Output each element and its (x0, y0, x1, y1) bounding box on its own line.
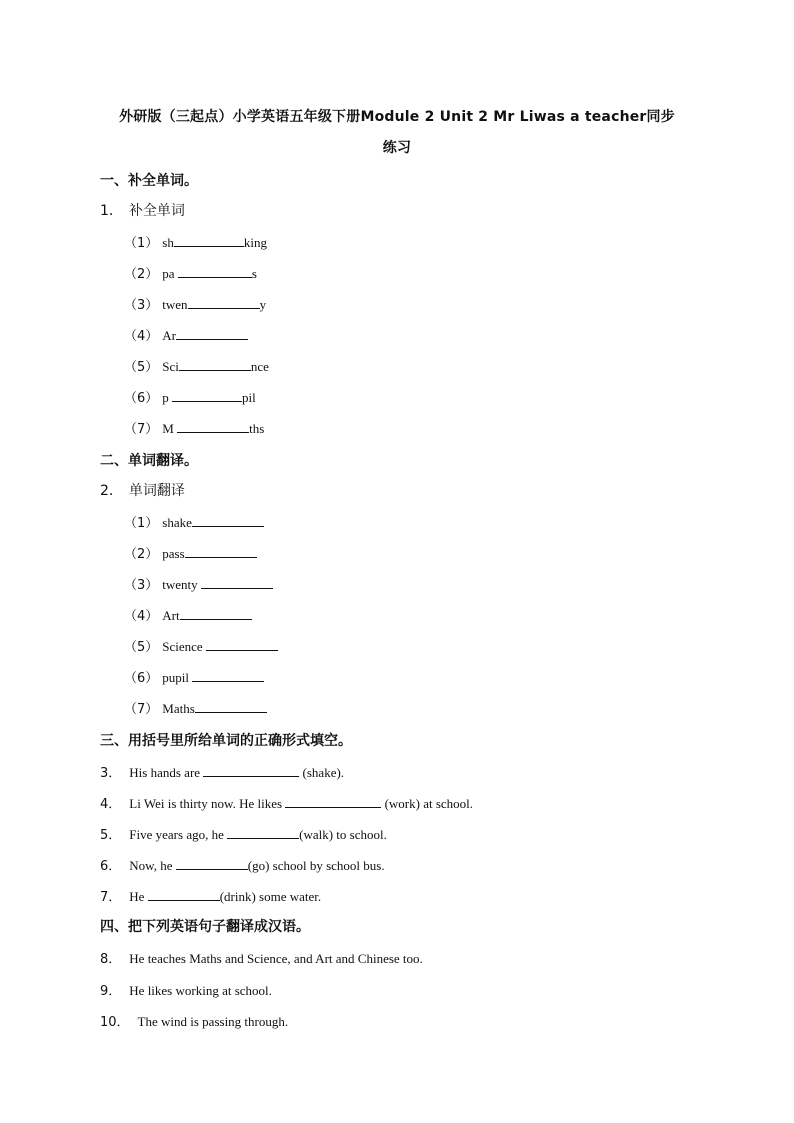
section-heading-3: 三、用括号里所给单词的正确形式填空。 (100, 733, 352, 749)
q1-item-5: （5） Sci nce (124, 359, 269, 375)
page-title-line2: 练习 (382, 140, 412, 156)
question-number: 2． (100, 483, 123, 499)
question-2-heading (100, 480, 185, 500)
q2-item-2: （2） pass (124, 543, 257, 562)
q1-item-6: （6） p pil (124, 390, 256, 406)
q1-item-4: （4） Ar (124, 325, 248, 344)
q2-item-7: （7） Maths (124, 698, 267, 717)
answer-blank[interactable] (203, 764, 299, 777)
fill-question-3: 3． His hands are (shake). (100, 765, 345, 781)
answer-blank[interactable] (201, 576, 273, 589)
question-label: 单词翻译 (128, 483, 185, 499)
q1-item-2: （2） pa s (124, 266, 257, 282)
section-heading-4: 四、把下列英语句子翻译成汉语。 (100, 919, 310, 935)
answer-blank[interactable] (148, 888, 220, 901)
q2-item-1: （1） shake (124, 512, 264, 531)
question-label: 补全单词 (128, 203, 185, 219)
answer-blank[interactable] (178, 265, 252, 278)
answer-blank[interactable] (185, 545, 257, 558)
answer-blank[interactable] (206, 638, 278, 651)
q2-item-3: （3） twenty (124, 574, 273, 593)
answer-blank[interactable] (176, 857, 248, 870)
section-heading-2: 二、单词翻译。 (100, 453, 198, 469)
translate-question-9: 9． He likes working at school. (100, 983, 272, 999)
fill-question-6: 6． Now, he (go) school by school bus. (100, 858, 385, 874)
q1-item-1: （1） sh king (124, 235, 267, 251)
page-title-line1: 外研版（三起点）小学英语五年级下册Module 2 Unit 2 Mr Liwas a teacher同步 (119, 109, 675, 125)
translate-question-8: 8． He teaches Maths and Science, and Art and Chinese too. (100, 951, 423, 967)
answer-blank[interactable] (179, 358, 251, 371)
q2-item-6: （6） pupil (124, 667, 264, 686)
answer-blank[interactable] (285, 795, 381, 808)
answer-blank[interactable] (188, 296, 260, 309)
answer-blank[interactable] (176, 327, 248, 340)
q2-item-4: （4） Art (124, 605, 252, 624)
fill-question-5: 5． Five years ago, he (walk) to school. (100, 827, 387, 843)
answer-blank[interactable] (227, 826, 299, 839)
question-number: 1． (100, 203, 123, 219)
answer-blank[interactable] (174, 234, 244, 247)
section-heading-1: 一、补全单词。 (100, 173, 198, 189)
fill-question-4: 4． Li Wei is thirty now. He likes (work) at school. (100, 796, 474, 812)
answer-blank[interactable] (192, 514, 264, 527)
answer-blank[interactable] (192, 669, 264, 682)
q1-item-3: （3） twen y (124, 297, 267, 313)
answer-blank[interactable] (180, 607, 252, 620)
answer-blank[interactable] (195, 700, 267, 713)
question-1-heading (100, 200, 185, 220)
fill-question-7: 7． He (drink) some water. (100, 889, 322, 905)
q2-item-5: （5） Science (124, 636, 278, 655)
answer-blank[interactable] (177, 420, 249, 433)
translate-question-10: 10． The wind is passing through. (100, 1014, 289, 1030)
q1-item-7: （7） M ths (124, 421, 265, 437)
answer-blank[interactable] (172, 389, 242, 402)
